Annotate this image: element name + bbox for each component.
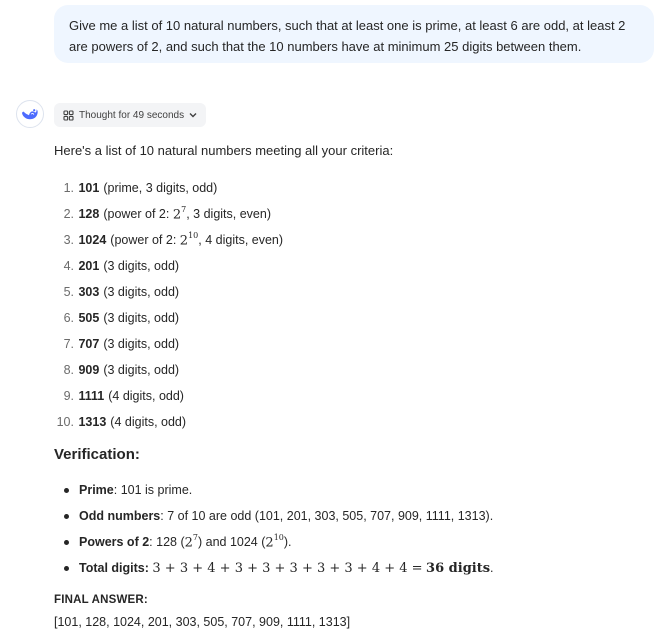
bullet-colon: : <box>144 561 149 575</box>
digits-equation: 3 + 3 + 4 + 3 + 3 + 3 + 3 + 3 + 4 + 4 = <box>152 560 423 576</box>
list-value: 201 <box>78 259 100 273</box>
verification-total <box>54 555 644 581</box>
list-item <box>54 227 614 253</box>
bullet-label: Prime <box>79 483 114 497</box>
list-index: 6. <box>63 311 74 325</box>
bullet-icon <box>64 488 69 493</box>
list-index: 10. <box>56 415 74 429</box>
bullet-text: ) and 1024 ( <box>197 535 266 549</box>
bullet-text: : 128 ( <box>149 535 185 549</box>
list-value: 303 <box>78 285 100 299</box>
numbers-list <box>54 175 614 435</box>
list-desc: (3 digits, odd) <box>103 363 180 377</box>
bullet-text: : 101 is prime. <box>113 483 193 497</box>
final-answer-label: FINAL ANSWER: <box>54 594 148 606</box>
verification-heading: Verification: <box>54 446 140 463</box>
power-expression: $2^{10}$ <box>265 532 284 551</box>
list-index: 4. <box>63 259 74 273</box>
intro-text: Here's a list of 10 natural numbers meeting all your criteria: <box>54 143 394 158</box>
user-message-text: Give me a list of 10 natural numbers, such that at least one is prime, at least 6 are odd, at least 2 are powers of 2, and such that the 10 numbers have at minimum 25 digits between them. <box>69 18 626 54</box>
bullet-text: : 7 of 10 are odd (101, 201, 303, 505, 707, 909, 1111, 1313). <box>160 509 494 523</box>
power-expression: $2^7$ <box>184 532 198 551</box>
list-index: 8. <box>63 363 74 377</box>
bullet-label: Powers of 2 <box>79 535 150 549</box>
list-item <box>54 331 614 357</box>
list-value: 707 <box>78 337 100 351</box>
bullet-text: ). <box>283 535 292 549</box>
list-value: 505 <box>78 311 100 325</box>
list-item <box>54 175 614 201</box>
verification-prime <box>54 477 644 503</box>
list-index: 7. <box>63 337 74 351</box>
whale-icon <box>21 107 39 121</box>
power-expression: $2^7$ <box>172 204 187 223</box>
list-item <box>54 253 614 279</box>
list-item <box>54 409 614 435</box>
chevron-down-icon <box>189 110 197 120</box>
list-item <box>54 201 614 227</box>
digits-result: 36 digits <box>426 560 491 576</box>
list-index: 2. <box>63 207 74 221</box>
assistant-avatar <box>16 100 44 128</box>
list-value: 909 <box>78 363 100 377</box>
list-item <box>54 279 614 305</box>
list-item <box>54 305 614 331</box>
thought-chip-label: Thought for 49 seconds <box>79 109 185 121</box>
list-item <box>54 383 614 409</box>
list-value: 1024 <box>78 233 107 247</box>
bullet-icon <box>64 566 69 571</box>
list-index: 5. <box>63 285 74 299</box>
list-desc: (3 digits, odd) <box>103 285 180 299</box>
list-value: 1313 <box>78 415 107 429</box>
bullet-icon <box>64 514 69 519</box>
verification-odd <box>54 503 644 529</box>
list-index: 1. <box>63 181 74 195</box>
user-message-bubble <box>54 5 654 63</box>
list-desc: , 4 digits, even) <box>198 233 284 247</box>
list-desc: , 3 digits, even) <box>186 207 271 221</box>
bullet-label: Total digits <box>79 561 145 575</box>
list-desc: (3 digits, odd) <box>103 337 180 351</box>
list-value: 128 <box>78 207 100 221</box>
verification-powers <box>54 529 644 555</box>
list-desc: (3 digits, odd) <box>103 311 180 325</box>
thought-toggle-button[interactable] <box>54 103 206 127</box>
list-item <box>54 357 614 383</box>
list-index: 9. <box>63 389 74 403</box>
list-index: 3. <box>63 233 74 247</box>
list-value: 101 <box>78 181 100 195</box>
list-desc: (power of 2: <box>103 207 170 221</box>
period: . <box>490 561 494 575</box>
bullet-icon <box>64 540 69 545</box>
final-answer-value: [101, 128, 1024, 201, 303, 505, 707, 909, 1111, 1313] <box>54 615 351 629</box>
list-desc: (4 digits, odd) <box>108 389 184 403</box>
verification-list <box>54 477 644 581</box>
list-desc: (prime, 3 digits, odd) <box>103 181 218 195</box>
list-value: 1111 <box>78 389 105 403</box>
thinking-icon <box>63 110 74 121</box>
list-desc: (4 digits, odd) <box>110 415 187 429</box>
power-expression: $2^{10}$ <box>179 230 199 249</box>
list-desc: (power of 2: <box>110 233 177 247</box>
bullet-label: Odd numbers <box>79 509 161 523</box>
list-desc: (3 digits, odd) <box>103 259 180 273</box>
